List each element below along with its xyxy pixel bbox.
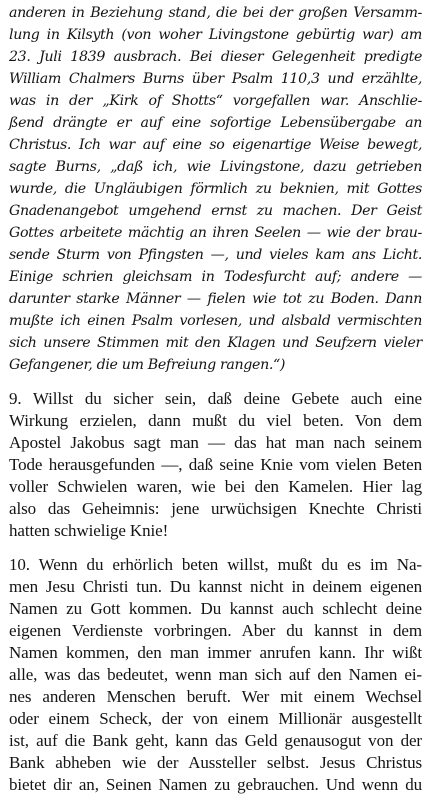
text-line: nes anderen Menschen beruft. Wer mit einem Wechsel [9, 687, 422, 706]
text-line: William Chalmers Burns über Psalm 110,3 und erzählte, [9, 71, 422, 87]
text-line: Tode herausgefunden —, daß seine Knie vom vielen Beten [9, 455, 422, 474]
text-line: Wirkung erzielen, dann mußt du viel beten. Von dem [9, 411, 422, 430]
text-line: bietet dir an, Seinen Namen zu gebrauchen. Und wenn du [9, 775, 422, 794]
text-line: alle, was das bedeutet, wenn man sich auf den Namen ei- [9, 665, 422, 684]
text-line: mußte ich einen Psalm vorlesen, und alsbald vermischten [9, 313, 422, 329]
text-line: sagte Burns, „daß ich, wie Livingstone, dazu getrieben [9, 159, 422, 175]
text-line: 23. Juli 1839 ausbrach. Bei dieser Gelegenheit predigte [9, 49, 422, 65]
text-line: Gefangener, die um Befreiung rangen.“) [9, 357, 286, 373]
text-line: sende Sturm von Pfingsten —, und vieles kam ans Licht. [9, 247, 422, 263]
text-line: Namen kommen, den man immer anrufen kann. Ihr wißt [9, 643, 422, 662]
text-line: sich unsere Stimmen mit den Klagen und Seufzern vieler [9, 335, 422, 351]
text-line: men Jesu Christi tun. Du kannst nicht in deinem eigenen [9, 577, 422, 596]
text-line: anderen in Beziehung stand, die bei der großen Versamm- [9, 5, 422, 21]
text-line: eigenen Verdienste vorbringen. Aber du kannst in dem [9, 621, 422, 640]
text-line: Gnadenangebot umgehend ernst zu machen. Der Geist [9, 203, 422, 219]
text-line: 10. Wenn du erhörlich beten willst, mußt du es im Na- [9, 555, 422, 574]
text-line: darunter starke Männer — fielen wie tot zu Boden. Dann [9, 291, 422, 307]
quote-block [9, 2, 422, 376]
text-line: Namen zu Gott kommen. Du kannst auch schlecht deine [9, 599, 422, 618]
text-line: wurde, die Ungläubigen förmlich zu beknien, mit Gottes [9, 181, 422, 197]
text-line: ist, auf die Bank geht, kann das Geld genausogut von der [9, 731, 422, 750]
text-line: Gottes arbeitete mächtig an ihren Seelen — wie der brau- [9, 225, 422, 241]
text-line: oder einem Scheck, der von einem Millionär ausgestellt [9, 709, 422, 728]
text-line: also das Geheimnis: jene urwüchsigen Knechte Christi [9, 499, 422, 518]
text-line: Einige schrien gleichsam in Todesfurcht auf; andere — [9, 269, 422, 285]
text-line: hatten schwielige Knie! [9, 521, 169, 540]
paragraph-gap [9, 376, 422, 388]
text-line: Bank abheben wie der Aussteller selbst. Jesus Christus [9, 753, 422, 772]
text-line: voller Schwielen waren, wie bei den Kamelen. Hier lag [9, 477, 422, 496]
text-line: 9. Willst du sicher sein, daß deine Gebete auch eine [9, 389, 422, 408]
text-line: lung in Kilsyth (von woher Livingstone gebürtig war) am [9, 27, 422, 43]
text-line: was in der „Kirk of Shotts“ vorgefallen war. Anschlie- [9, 93, 422, 109]
text-line: Christus. Ich war auf eine so eigenartige Weise bewegt, [9, 137, 422, 153]
paragraph-gap [9, 542, 422, 554]
text-line: ßend drängte er auf eine sofortige Lebensübergabe an [9, 115, 422, 131]
paragraph-9 [9, 388, 422, 542]
paragraph-10 [9, 554, 422, 796]
text-line: Apostel Jakobus sagt man — das hat man nach seinem [9, 433, 422, 452]
